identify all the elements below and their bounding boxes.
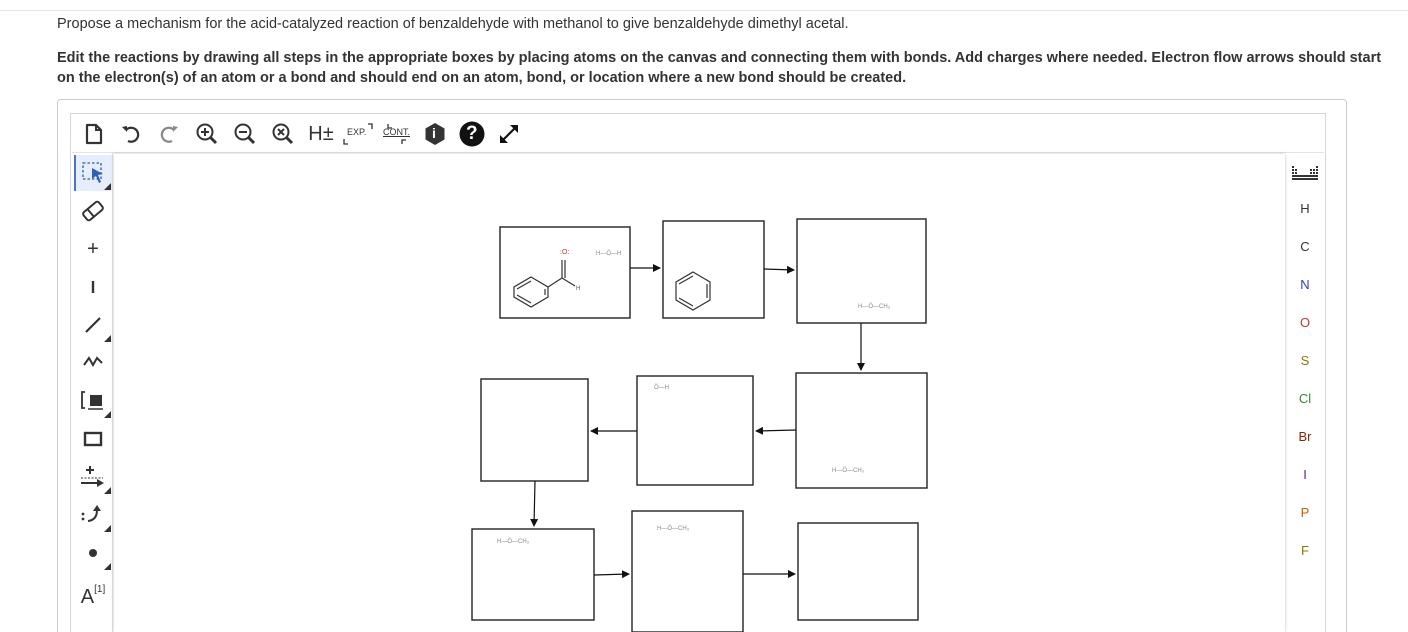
more-options-indicator — [104, 411, 111, 418]
chain-tool[interactable] — [74, 345, 112, 381]
plus-glyph: + — [87, 237, 99, 260]
element-f-label: F — [1301, 543, 1309, 558]
zoom-out-button[interactable] — [232, 119, 258, 149]
element-s[interactable] — [1287, 353, 1323, 368]
undo-icon — [120, 124, 142, 144]
more-options-indicator — [104, 183, 111, 190]
element-p-label: P — [1300, 505, 1310, 520]
more-options-indicator — [104, 335, 111, 342]
atom-label-tool[interactable] — [74, 573, 112, 609]
periodic-table-button[interactable] — [1287, 163, 1323, 186]
positive-charge-tool[interactable] — [74, 231, 112, 267]
element-br-label: Br — [1298, 429, 1312, 444]
zoom-out-icon — [233, 122, 257, 146]
help-glyph: ? — [466, 123, 478, 144]
methanol-reagent-label-2: H—Ö—CH₃ — [832, 468, 865, 474]
water-reagent-label: Ö—H — [654, 385, 669, 391]
top-divider — [0, 10, 1408, 11]
undo-button[interactable] — [118, 119, 144, 149]
zoom-in-button[interactable] — [194, 119, 220, 149]
radical-dot-icon — [86, 546, 100, 560]
chain-icon — [81, 351, 105, 375]
element-n[interactable] — [1287, 277, 1323, 292]
contract-label: CONT. — [383, 127, 410, 137]
atom-map-superscript: [1] — [94, 583, 106, 595]
eraser-tool[interactable] — [74, 193, 112, 229]
element-o-label: O — [1299, 315, 1311, 330]
bond-tool[interactable] — [74, 307, 112, 343]
drawing-canvas[interactable] — [114, 154, 1285, 632]
element-p[interactable] — [1287, 505, 1323, 520]
zoom-reset-icon — [271, 122, 295, 146]
contract-button[interactable] — [380, 119, 414, 149]
zoom-reset-button[interactable] — [270, 119, 296, 149]
element-n-label: N — [1300, 277, 1310, 292]
select-tool[interactable] — [74, 155, 112, 191]
element-i-label: I — [1303, 467, 1307, 482]
reaction-arrow-tool[interactable] — [74, 459, 112, 495]
element-cl-label: Cl — [1298, 391, 1312, 406]
more-options-indicator — [104, 487, 111, 494]
hydrogen-toggle-button[interactable] — [306, 119, 336, 149]
aldehyde-hydrogen-label: H — [576, 286, 581, 292]
info-glyph: i — [432, 125, 436, 141]
new-document-icon — [84, 123, 104, 145]
top-toolbar — [72, 115, 1324, 153]
more-options-indicator — [104, 563, 111, 570]
methanol-reagent-label-4: H—Ö—CH₃ — [657, 526, 690, 532]
question-instructions: Edit the reactions by drawing all steps in the appropriate boxes by placing atoms on the canvas and connecting them with bonds. Add charges where needed. Electron flow arrows should start on the electron(s) of an atom or a bond and should end on an atom, bond, or location where a new bond should be created. — [57, 50, 1382, 86]
element-h-label: H — [1300, 201, 1310, 216]
fullscreen-button[interactable] — [496, 119, 522, 149]
electron-flow-arrow-tool[interactable] — [74, 497, 112, 533]
question-prompt: Propose a mechanism for the acid-catalyzed reaction of benzaldehyde with methanol to give benzaldehyde dimethyl acetal. — [57, 16, 849, 32]
new-document-button[interactable] — [82, 119, 106, 149]
template-icon — [80, 388, 106, 414]
atom-label-glyph: A — [80, 585, 95, 608]
hydrogen-toggle-label: H± — [308, 122, 334, 145]
periodic-table-icon — [1290, 163, 1320, 183]
expand-label: EXP. — [347, 127, 367, 137]
shape-tool[interactable] — [74, 421, 112, 457]
element-br[interactable] — [1287, 429, 1323, 444]
element-s-label: S — [1300, 353, 1310, 368]
info-button[interactable] — [422, 119, 448, 149]
help-button[interactable] — [458, 119, 486, 149]
template-tool[interactable] — [74, 383, 112, 419]
rectangle-icon — [81, 427, 105, 451]
radical-tool[interactable] — [74, 535, 112, 571]
single-bond-icon — [81, 313, 105, 337]
redo-icon — [158, 124, 180, 144]
methanol-reagent-label-1: H—Ö—CH₃ — [858, 304, 891, 310]
element-h[interactable] — [1287, 201, 1323, 216]
element-c-label: C — [1300, 239, 1310, 254]
element-i[interactable] — [1287, 467, 1323, 482]
element-f[interactable] — [1287, 543, 1323, 558]
fullscreen-icon — [497, 122, 521, 146]
more-options-indicator — [104, 525, 111, 532]
methanol-reagent-label-3: H—Ö—CH₃ — [497, 539, 530, 545]
element-cl[interactable] — [1287, 391, 1323, 406]
negative-charge-tool[interactable] — [74, 269, 112, 305]
zoom-in-icon — [195, 122, 219, 146]
curved-arrow-icon — [80, 502, 106, 528]
minus-icon — [88, 277, 98, 297]
carbonyl-oxygen-label: :O: — [560, 249, 570, 256]
redo-button[interactable] — [156, 119, 182, 149]
reaction-arrow-icon — [79, 464, 107, 490]
element-c[interactable] — [1287, 239, 1323, 254]
element-o[interactable] — [1287, 315, 1323, 330]
hydronium-reagent-label: H—Ö—H — [596, 251, 622, 257]
eraser-icon — [80, 199, 106, 223]
expand-button[interactable] — [342, 119, 374, 149]
